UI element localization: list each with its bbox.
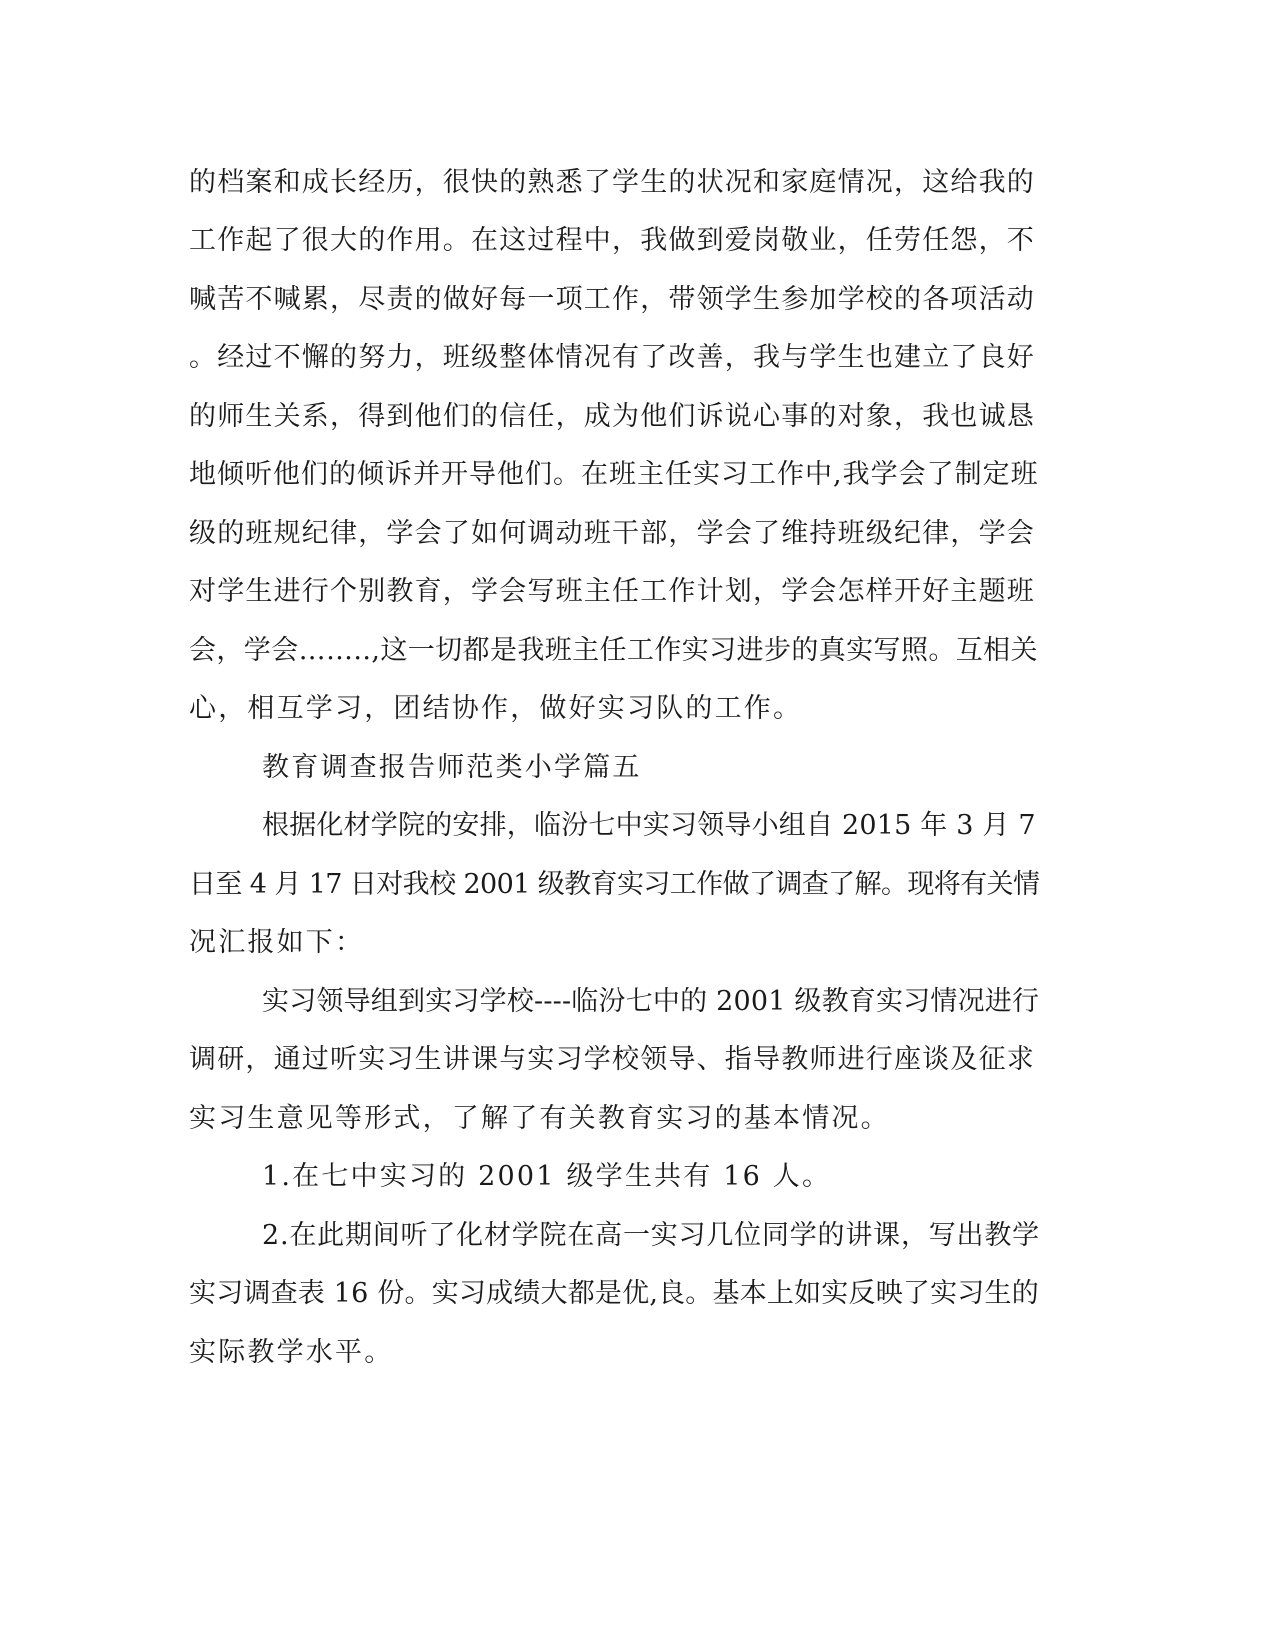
body-text-line: 调研，通过听实习生讲课与实习学校领导、指导教师进行座谈及征求 [189, 1044, 1035, 1075]
body-text-line: 心，相互学习，团结协作，做好实习队的工作。 [189, 693, 803, 724]
body-text-line: 地倾听他们的倾诉并开导他们。在班主任实习工作中,我学会了制定班 [189, 459, 1039, 490]
body-text-line: 对学生进行个别教育，学会写班主任工作计划，学会怎样开好主题班 [189, 576, 1035, 607]
body-text-line: 级的班规纪律，学会了如何调动班干部，学会了维持班级纪律，学会 [189, 518, 1035, 549]
list-item: 2.在此期间听了化材学院在高一实习几位同学的讲课，写出教学 [262, 1220, 1040, 1251]
body-text-line: 实习领导组到实习学校----临汾七中的 2001 级教育实习情况进行 [262, 986, 1040, 1017]
body-text-line: 根据化材学院的安排，临汾七中实习领导小组自 2015 年 3 月 7 [262, 810, 1036, 841]
body-text-line: 实习生意见等形式，了解了有关教育实习的基本情况。 [189, 1103, 890, 1134]
body-text-line: 喊苦不喊累，尽责的做好每一项工作，带领学生参加学校的各项活动 [189, 284, 1035, 315]
body-text-line: 会，学会……..,这一切都是我班主任工作实习进步的真实写照。互相关 [189, 635, 1038, 666]
body-text-line: 日至 4 月 17 日对我校 2001 级教育实习工作做了调查了解。现将有关情 [189, 869, 1040, 900]
body-text-line: 实际教学水平。 [189, 1337, 394, 1368]
body-text-line: 实习调查表 16 份。实习成绩大都是优,良。基本上如实反映了实习生的 [189, 1278, 1039, 1309]
list-item: 1.在七中实习的 2001 级学生共有 16 人。 [262, 1161, 832, 1192]
body-text-line: 的档案和成长经历，很快的熟悉了学生的状况和家庭情况，这给我的 [189, 167, 1035, 198]
section-heading: 教育调查报告师范类小学篇五 [262, 752, 642, 783]
body-text-line: 的师生关系，得到他们的信任，成为他们诉说心事的对象，我也诚恳 [189, 401, 1035, 432]
body-text-line: 工作起了很大的作用。在这过程中，我做到爱岗敬业，任劳任怨，不 [189, 225, 1035, 256]
body-text-line: 况汇报如下： [189, 927, 365, 958]
body-text-line: 。经过不懈的努力，班级整体情况有了改善，我与学生也建立了良好 [189, 342, 1035, 373]
